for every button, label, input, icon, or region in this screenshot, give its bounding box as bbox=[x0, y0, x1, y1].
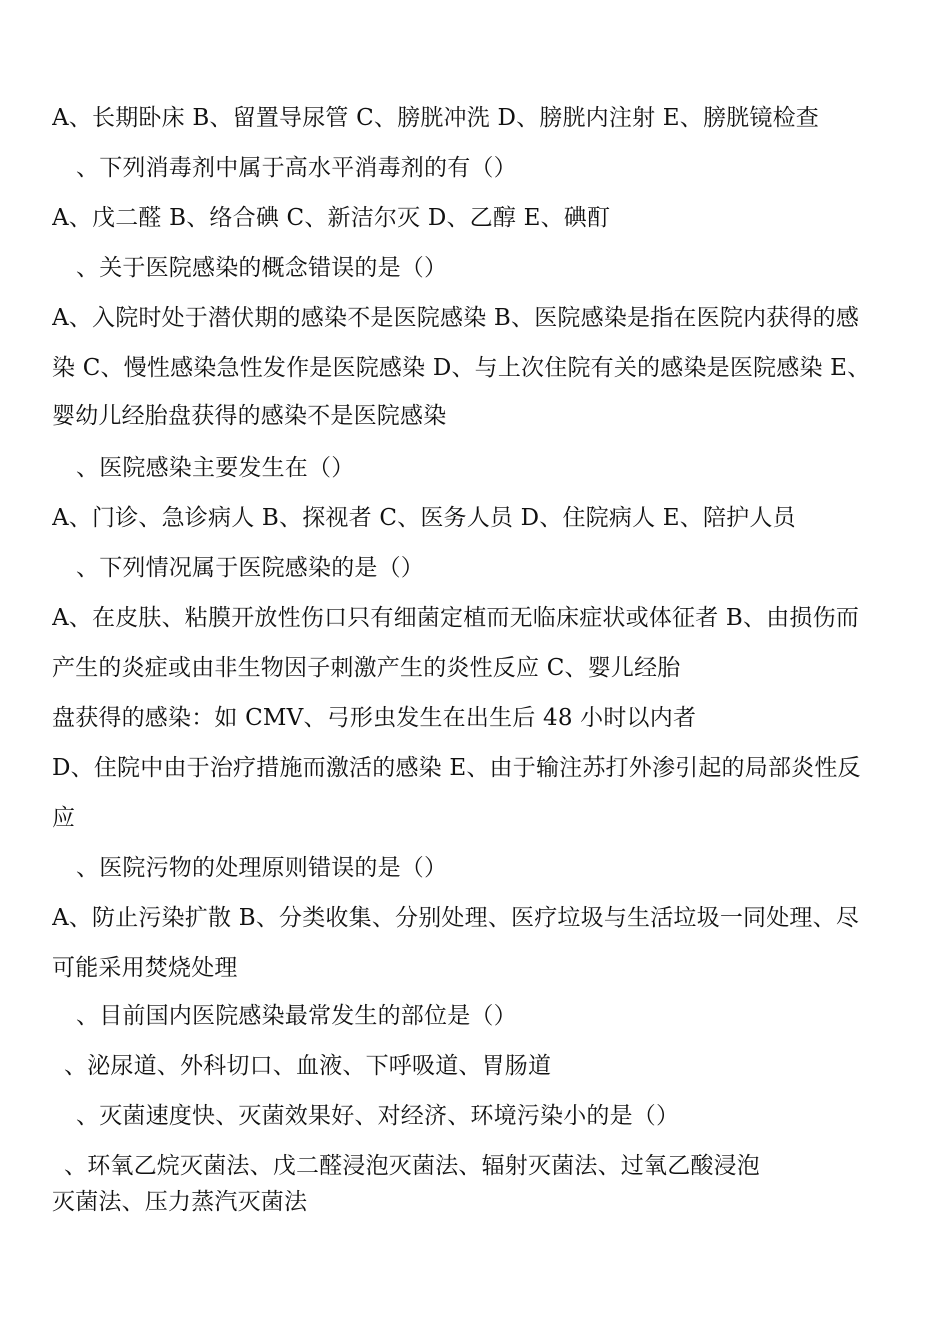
answer-options-line: 、泌尿道、外科切口、血液、下呼吸道、胃肠道 bbox=[64, 1053, 552, 1079]
answer-options-line: 染 C、慢性感染急性发作是医院感染 D、与上次住院有关的感染是医院感染 E、 bbox=[52, 355, 871, 381]
answer-options-line: 盘获得的感染：如 CMV、弓形虫发生在出生后 48 小时以内者 bbox=[52, 705, 697, 731]
question-line: 、灭菌速度快、灭菌效果好、对经济、环境污染小的是（） bbox=[76, 1103, 680, 1129]
answer-options-line: A、入院时处于潜伏期的感染不是医院感染 B、医院感染是指在医院内获得的感 bbox=[52, 305, 860, 331]
answer-options-line: 、环氧乙烷灭菌法、戊二醛浸泡灭菌法、辐射灭菌法、过氧乙酸浸泡 bbox=[64, 1153, 760, 1179]
answer-options-line: 可能采用焚烧处理 bbox=[52, 955, 238, 981]
answer-options-line: A、防止污染扩散 B、分类收集、分别处理、医疗垃圾与生活垃圾一同处理、尽 bbox=[52, 905, 860, 931]
answer-options-line: 婴幼儿经胎盘获得的感染不是医院感染 bbox=[52, 403, 447, 429]
answer-options-line: A、在皮肤、粘膜开放性伤口只有细菌定植而无临床症状或体征者 B、由损伤而 bbox=[52, 605, 860, 631]
question-line: 、医院感染主要发生在（） bbox=[76, 455, 355, 481]
answer-options-line: A、戊二醛 B、络合碘 C、新洁尔灭 D、乙醇 E、碘酊 bbox=[52, 205, 611, 231]
question-line: 、下列消毒剂中属于高水平消毒剂的有（） bbox=[76, 155, 517, 181]
answer-options-line: A、长期卧床 B、留置导尿管 C、膀胱冲洗 D、膀胱内注射 E、膀胱镜检查 bbox=[52, 105, 819, 131]
answer-options-line: 产生的炎症或由非生物因子刺激产生的炎性反应 C、婴儿经胎 bbox=[52, 655, 681, 681]
question-line: 、医院污物的处理原则错误的是（） bbox=[76, 855, 448, 881]
question-line: 、关于医院感染的概念错误的是（） bbox=[76, 255, 448, 281]
question-line: 、下列情况属于医院感染的是（） bbox=[76, 555, 424, 581]
answer-options-line: 应 bbox=[52, 805, 76, 831]
answer-options-line: D、住院中由于治疗措施而激活的感染 E、由于输注苏打外渗引起的局部炎性反 bbox=[52, 755, 861, 781]
answer-options-line: 灭菌法、压力蒸汽灭菌法 bbox=[52, 1189, 308, 1215]
answer-options-line: A、门诊、急诊病人 B、探视者 C、医务人员 D、住院病人 E、陪护人员 bbox=[52, 505, 796, 531]
question-line: 、目前国内医院感染最常发生的部位是（） bbox=[76, 1003, 517, 1029]
